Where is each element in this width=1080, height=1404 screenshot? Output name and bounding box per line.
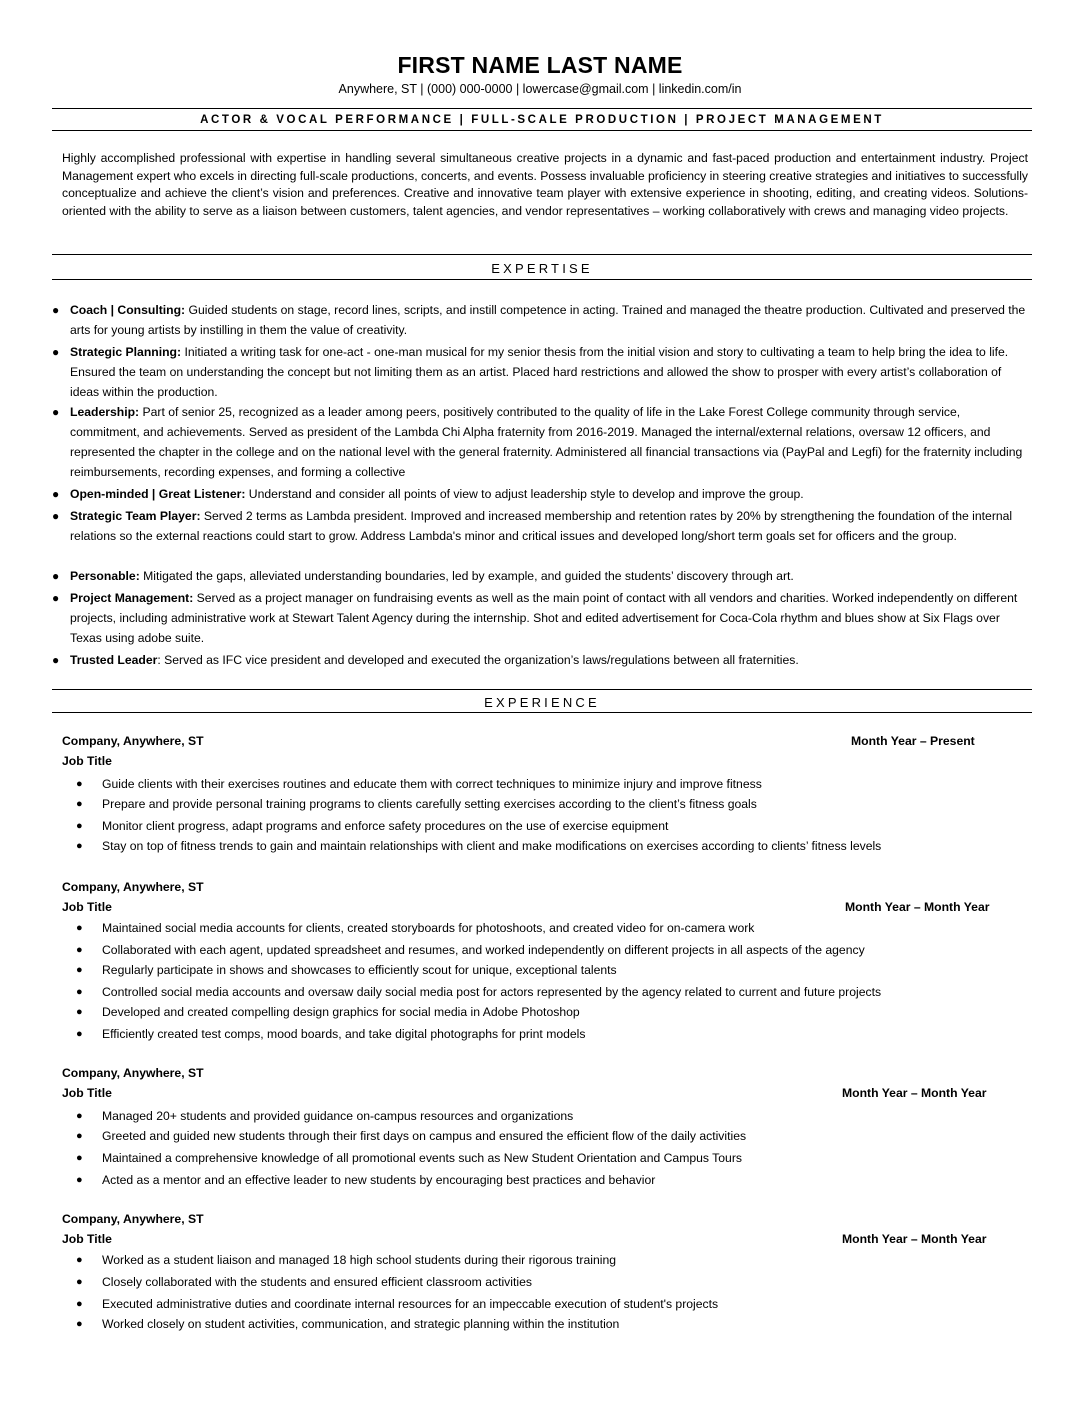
bullet-icon: ● xyxy=(76,1130,83,1142)
divider xyxy=(52,712,1032,713)
bullet-icon: ● xyxy=(76,778,83,790)
experience-heading: EXPERIENCE xyxy=(484,695,600,710)
bullet-icon: ● xyxy=(76,922,83,934)
bullet-icon: ● xyxy=(52,509,60,523)
expertise-item: ● Leadership: Part of senior 25, recognized as a leader among peers, positively contributed to the quality of life in the Lake Forest College community through service, commitment, and achievements. Served as president of the Lambda Chi Alpha fraternity from 2016-2019. Managed the internal/external relations, oversaw 12 officers, and represented the chapter in the college and on the national level with the general fraternity. Administered all financial transactions via (PayPal and Legfi) for the fraternity including reimbursements, recording expenses, and forming a collective xyxy=(52,402,1032,482)
bullet-icon: ● xyxy=(76,1174,83,1186)
expertise-item: ● Strategic Planning: Initiated a writing task for one-act - one-man musical for my senior thesis from the initial vision and story to cultivating a team to help bring the idea to life. Ensured the team on understanding the concept but not limiting them as an artist. Placed hard restrictions and allowed the show to prosper with every artist’s collaboration of ideas within the production. xyxy=(52,342,1032,402)
bullet-icon: ● xyxy=(52,591,60,605)
bullet-icon: ● xyxy=(76,1006,83,1018)
bullet-icon: ● xyxy=(76,944,83,956)
bullet-icon: ● xyxy=(52,487,60,501)
bullet-icon: ● xyxy=(52,569,60,583)
company-name: Company, Anywhere, ST xyxy=(62,1066,204,1080)
job-title: Job Title xyxy=(62,754,112,768)
bullet-icon: ● xyxy=(76,798,83,810)
bullet-icon: ● xyxy=(76,1298,83,1310)
bullet-icon: ● xyxy=(52,405,60,419)
job-dates: Month Year – Present xyxy=(851,734,975,748)
expertise-item: ● Strategic Team Player: Served 2 terms as Lambda president. Improved and increased membership and retention rates by 20% by strengthening the foundation of the internal relations so the external reactions could start to grow. Address Lambda's minor and critical issues and developed long/short term goals set for officers and the group. xyxy=(52,506,1032,546)
divider xyxy=(52,254,1032,255)
job-dates: Month Year – Month Year xyxy=(842,1086,987,1100)
candidate-name: FIRST NAME LAST NAME xyxy=(397,52,683,78)
bullet-icon: ● xyxy=(76,1254,83,1266)
expertise-item: ● Personable: Mitigated the gaps, alleviated understanding boundaries, led by example, and guided the students’ discovery through art. xyxy=(52,566,1032,586)
bullet-icon: ● xyxy=(76,1152,83,1164)
contact-line: Anywhere, ST | (000) 000-0000 | lowercase@gmail.com | linkedin.com/in xyxy=(338,82,742,96)
expertise-item: ● Open-minded | Great Listener: Understand and consider all points of view to adjust leadership style to develop and improve the group. xyxy=(52,484,1032,504)
specialties-banner: ACTOR & VOCAL PERFORMANCE | FULL-SCALE PRODUCTION | PROJECT MANAGEMENT xyxy=(200,114,884,126)
expertise-item: ● Project Management: Served as a project manager on fundraising events as well as the main point of contact with all vendors and charities. Worked independently on different projects, including administrative work at Stewart Talent Agency during the internship. Shot and edited advertisement for Coca-Cola rhythm and blues show at Six Flags over Texas using adobe suite. xyxy=(52,588,1032,648)
company-name: Company, Anywhere, ST xyxy=(62,734,204,748)
bullet-icon: ● xyxy=(76,820,83,832)
bullet-icon: ● xyxy=(52,303,60,317)
expertise-heading: EXPERTISE xyxy=(491,261,593,276)
bullet-icon: ● xyxy=(76,1110,83,1122)
divider xyxy=(52,279,1032,280)
job-dates: Month Year – Month Year xyxy=(845,900,990,914)
bullet-icon: ● xyxy=(52,345,60,359)
company-name: Company, Anywhere, ST xyxy=(62,880,204,894)
job-title: Job Title xyxy=(62,1086,112,1100)
company-name: Company, Anywhere, ST xyxy=(62,1212,204,1226)
divider xyxy=(52,689,1032,690)
bullet-icon: ● xyxy=(76,840,83,852)
job-title: Job Title xyxy=(62,900,112,914)
job-title: Job Title xyxy=(62,1232,112,1246)
bullet-icon: ● xyxy=(76,964,83,976)
bullet-icon: ● xyxy=(52,653,60,667)
bullet-icon: ● xyxy=(76,986,83,998)
bullet-icon: ● xyxy=(76,1318,83,1330)
divider xyxy=(52,130,1032,131)
bullet-icon: ● xyxy=(76,1028,83,1040)
job-dates: Month Year – Month Year xyxy=(842,1232,987,1246)
divider xyxy=(52,108,1032,109)
resume-page: FIRST NAME LAST NAME Anywhere, ST | (000) 000-0000 | lowercase@gmail.com | linkedin.com/in ACTOR & VOCAL PERFORMANCE | FULL-SCALE PRODUCTION | PROJECT MANAGEMENT Highly accomplished professional with expertise in handling several simultaneous creative projects in a dynamic and fast-paced production and entertainment industry. Project Management expert who excels in directing full-scale productions, concerts, and events. Possess invaluable proficiency in steering creative strategies and initiatives to successfully conceptualize and achieve the client’s vision and preferences. Creative and innovative team player with extensive experience in shooting, editing, and creating videos. Solutions-oriented with the ability to serve as a liaison between customers, talent agencies, and vendor representatives – working collaboratively with crews and managing video projects. EXPERTISE ● Coach | Consulting: Guided students on stage, record lines, scripts, and instill competence in acting. Trained and managed the theatre production. Cultivated and preserved the arts for young artists by instilling in them the value of creativity. ● Strategic Planning: Initiated a writing task for one-act - one-man musical for my senior thesis from the initial vision and story to cultivating a team to help bring the idea to life. Ensured the team on understanding the concept but not limiting them as an artist. Placed hard restrictions and allowed the show to prosper with every artist’s collaboration of ideas within the production. ● Leadership: Part of senior 25, recognized as a leader among peers, positively contributed to the quality of life in the Lake Forest College community through service, commitment, and achievements. Served as president of the Lambda Chi Alpha fraternity from 2016-2019. Managed the internal/external relations, oversaw 12 officers, and represented the chapter in the college and on the national level with the general fraternity. Administered all financial transactions via (PayPal and Legfi) for the fraternity including reimbursements, recording expenses, and forming a collective ● Open-minded | Great Listener: Understand and consider all points of view to adjust leadership style to develop and improve the group. ● Strategic Team Player: Served 2 terms as Lambda president. Improved and increased membership and retention rates by 20% by strengthening the foundation of the internal relations so the external reactions could start to grow. Address Lambda's minor and critical issues and developed long/short term goals set for officers and the group. ● Personable: Mitigated the gaps, alleviated understanding boundaries, led by example, and guided the students’ discovery through art. ● Project Management: Served as a project manager on fundraising events as well as the main point of contact with all vendors and charities. Worked independently on different projects, including administrative work at Stewart Talent Agency during the internship. Shot and edited advertisement for Coca-Cola rhythm and blues show at Six Flags over Texas using adobe suite. ● Trusted Leader: Served as IFC vice president and developed and executed the organization’s laws/regulations between all fraternities. EXPERIENCE Company, Anywhere, ST Month Year – Present Job Title ● Guide clients with their exercises routines and educate them with correct techniques to minimize injury and improve fitness ● Prepare and provide personal training programs to clients carefully setting exercises according to the client’s fitness goals ● Monitor client progress, adapt programs and enforce safety procedures on the use of exercise equipment ● Stay on top of fitness trends to gain and maintain relationships with client and make modifications on exercises according to clients’ fitness levels Company, Anywhere, ST Job Title Month Year – Month Year ● Maintained social media accounts for clients, created storyboards for photoshoots, and created video for on-camera work ● Collaborated with each agent, updated spreadsheet and resumes, and worked independently on different projects in all aspects of the agency ● Regularly participate in shows and showcases to efficiently scout for unique, exceptional talents ● Controlled social media accounts and oversaw daily social media post for actors represented by the agency related to current and future projects ● Developed and created compelling design graphics for social media in Adobe Photoshop ● Efficiently created test comps, mood boards, and take digital photographs for print models Company, Anywhere, ST Job Title Month Year – Month Year ● Managed 20+ students and provided guidance on-campus resources and organizations ● Greeted and guided new students through their first days on campus and ensured the efficient flow of the daily activities ● Maintained a comprehensive knowledge of all promotional events such as New Student Orientation and Campus Tours ● Acted as a mentor and an effective leader to new students by encouraging best practices and behavior Company, Anywhere, ST Job Title Month Year – Month Year ● Worked as a student liaison and managed 18 high school students during their rigorous training ● Closely collaborated with the students and ensured efficient classroom activities ● Executed administrative duties and coordinate internal resources for an impeccable execution of student's projects ● Worked closely on student activities, communication, and strategic planning within the institution xyxy=(0,0,1080,1404)
professional-summary: Highly accomplished professional with expertise in handling several simultaneous creative projects in a dynamic and fast-paced production and entertainment industry. Project Management expert who excels in directing full-scale productions, concerts, and events. Possess invaluable proficiency in steering creative strategies and initiatives to successfully conceptualize and achieve the client’s vision and preferences. Creative and innovative team player with extensive experience in shooting, editing, and creating videos. Solutions-oriented with the ability to serve as a liaison between customers, talent agencies, and vendor representatives – working collaboratively with crews and managing video projects. xyxy=(62,151,1029,218)
expertise-item: ● Coach | Consulting: Guided students on stage, record lines, scripts, and instill competence in acting. Trained and managed the theatre production. Cultivated and preserved the arts for young artists by instilling in them the value of creativity. xyxy=(52,300,1032,340)
expertise-item: ● Trusted Leader: Served as IFC vice president and developed and executed the organization’s laws/regulations between all fraternities. xyxy=(52,650,1032,670)
bullet-icon: ● xyxy=(76,1276,83,1288)
